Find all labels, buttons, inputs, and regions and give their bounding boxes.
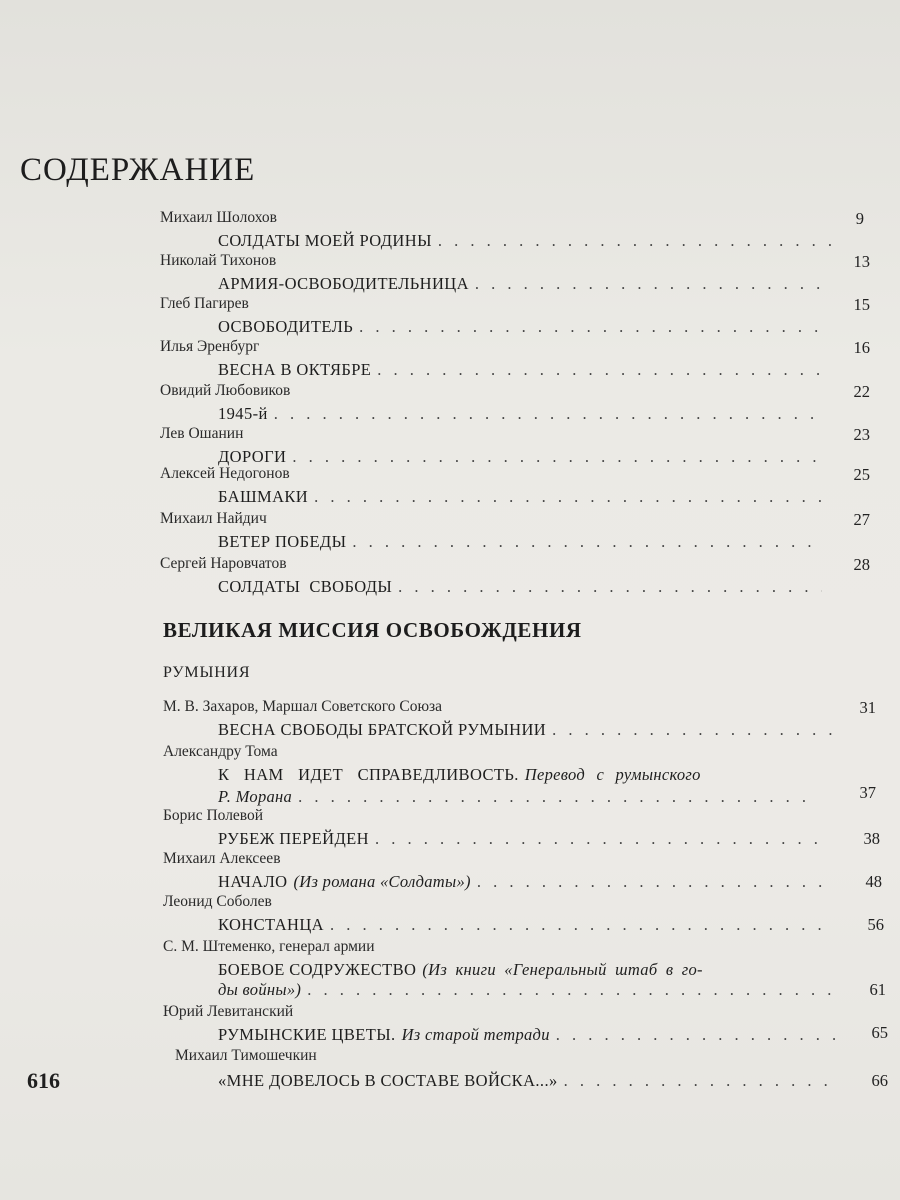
leader-dots [398,577,822,597]
entry-author: С. М. Штеменко, генерал армии [163,938,375,955]
entry-author: Михаил Тимошечкин [175,1047,317,1064]
entry-page: 66 [871,1071,888,1090]
entry-note: (Из книги «Генеральный штаб в го- [422,960,703,979]
entry-title: ВЕСНА В ОКТЯБРЕ [218,360,372,379]
entry-line [218,720,843,740]
entry-page: 65 [871,1023,888,1042]
entry-title: ДОРОГИ [218,447,287,466]
entry-page: 9 [855,209,864,228]
entry-title: РУМЫНСКИЕ ЦВЕТЫ. [218,1025,396,1044]
entry-line [218,1025,843,1045]
entry-note-continued: Р. Морана [218,787,293,806]
page-number: 616 [27,1068,60,1093]
entry-title: СОЛДАТЫ СВОБОДЫ [218,577,393,596]
leader-dots [314,487,822,507]
entry-author: Леонид Соболев [163,893,272,910]
entry-page: 15 [853,295,870,314]
entry-author: Михаил Найдич [160,510,267,527]
entry-line [218,577,828,597]
leader-dots [377,360,822,380]
entry-author: Михаил Алексеев [163,850,281,867]
entry-page: 13 [853,252,870,271]
entry-author: Борис Полевой [163,807,264,824]
entry-line [218,317,828,337]
entry-line [218,404,828,424]
leader-dots [359,317,822,337]
leader-dots [475,274,822,294]
entry-line [218,960,858,980]
entry-note: Перевод с румынского [524,765,701,784]
entry-page: 61 [869,980,886,999]
entry-page: 31 [859,698,876,717]
leader-dots [552,720,837,740]
entry-title: НАЧАЛО [218,872,288,891]
entry-line [218,447,828,467]
entry-line [218,765,858,785]
entry-title: БОЕВОЕ СОДРУЖЕСТВО [218,960,417,979]
entry-title: ВЕСНА СВОБОДЫ БРАТСКОЙ РУМЫНИИ [218,720,547,739]
entry-title: ОСВОБОДИТЕЛЬ [218,317,354,336]
entry-title: ВЕТЕР ПОБЕДЫ [218,532,347,551]
section-title: ВЕЛИКАЯ МИССИЯ ОСВОБОЖДЕНИЯ [163,618,582,642]
entry-page: 27 [853,510,870,529]
leader-dots [564,1071,832,1091]
entry-line [218,532,828,552]
entry-author: Николай Тихонов [160,252,277,269]
contents-heading: СОДЕРЖАНИЕ [20,152,256,188]
entry-page: 28 [853,555,870,574]
entry-title: СОЛДАТЫ МОЕЙ РОДИНЫ [218,231,432,250]
entry-title: АРМИЯ-ОСВОБОДИТЕЛЬНИЦА [218,274,469,293]
entry-page: 38 [863,829,880,848]
entry-line-continued [218,980,838,1000]
leader-dots [352,532,822,552]
leader-dots [477,872,830,892]
entry-line [218,872,836,892]
entry-author: Сергей Наровчатов [160,555,287,572]
entry-page: 56 [867,915,884,934]
leader-dots [274,404,822,424]
entry-page: 48 [865,872,882,891]
entry-author: Глеб Пагирев [160,295,249,312]
leader-dots [292,447,822,467]
entry-author: Алексей Недогонов [160,465,290,482]
leader-dots [298,787,812,807]
entry-line [218,1071,838,1091]
entry-title: К НАМ ИДЕТ СПРАВЕДЛИВОСТЬ. [218,765,519,784]
entry-title: БАШМАКИ [218,487,309,506]
entry-author: Михаил Шолохов [160,209,277,226]
entry-line-continued [218,787,818,807]
entry-line [218,360,828,380]
entry-author: Илья Эренбург [160,338,260,355]
entry-page: 16 [853,338,870,357]
entry-page: 23 [853,425,870,444]
entry-page: 22 [853,382,870,401]
leader-dots [556,1025,837,1045]
entry-page: 25 [853,465,870,484]
entry-line [218,231,838,251]
leader-dots [330,915,832,935]
entry-author: Овидий Любовиков [160,382,291,399]
leader-dots [375,829,830,849]
leader-dots [307,980,832,1000]
entry-line [218,915,838,935]
entry-note: (Из романа «Солдаты») [293,872,471,891]
entry-author: Александру Тома [163,743,278,760]
entry-title: КОНСТАНЦА [218,915,324,934]
leader-dots [438,231,832,251]
entry-line [218,487,828,507]
country-subheading: РУМЫНИЯ [163,664,251,681]
entry-title: РУБЕЖ ПЕРЕЙДЕН [218,829,369,848]
entry-page: 37 [859,783,876,802]
entry-line [218,829,836,849]
entry-title: 1945-й [218,404,268,423]
entry-author: Юрий Левитанский [163,1003,294,1020]
entry-author: Лев Ошанин [160,425,244,442]
entry-author: М. В. Захаров, Маршал Советского Союза [163,698,443,715]
entry-line [218,274,828,294]
entry-note: Из старой тетради [401,1025,550,1044]
entry-title: «МНЕ ДОВЕЛОСЬ В СОСТАВЕ ВОЙСКА...» [218,1071,558,1090]
entry-note-continued: ды войны») [218,980,302,999]
